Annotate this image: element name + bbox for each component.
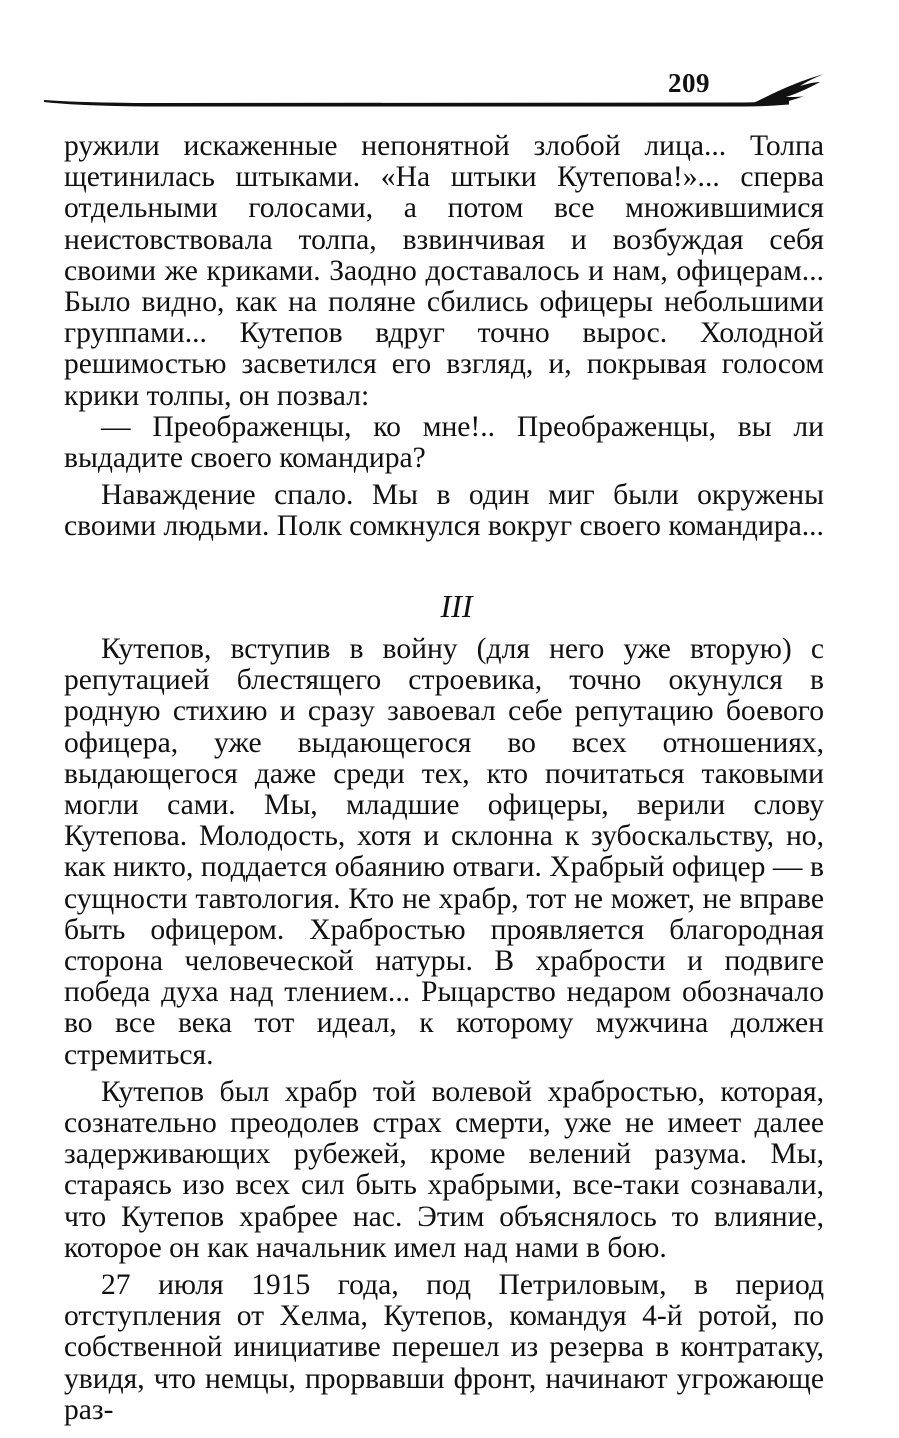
paragraph: ружили искаженные непонятной злобой лица... Толпа щетинилась штыками. «На штыки Кутепова!»... сперва отдельными голосами, а потом все множившимися неистовствовала толпа, взвинчивая и возбуждая себя своими же криками. Заодно доставалось и нам, офицерам... Было видно, как на поляне сбились офицеры небольшими группами... Кутепов вдруг точно вырос. Холодной решимостью засветился его взгляд, и, покрывая голосом крики толпы, он позвал:	[64, 130, 824, 412]
body-text-bottom	[64, 634, 824, 1426]
paragraph: — Преображенцы, ко мне!.. Преображенцы, вы ли выдадите своего командира?	[64, 410, 824, 475]
page-number: 209	[668, 68, 710, 98]
paragraph: Кутепов был храбр той волевой храбростью, которая, сознательно преодолев страх смерти, уже не имеет далее задерживающих рубежей, кроме велений разума. Мы, стараясь изо всех сил быть храбрыми, все-таки сознавали, что Кутепов храбрее нас. Этим объяснялось то влияние, которое он как начальник имел над нами в бою.	[64, 1075, 824, 1264]
quill-flourish-icon	[749, 74, 824, 105]
paragraph: 27 июля 1915 года, под Петриловым, в период отступления от Хелма, Кутепов, командуя 4-й ротой, по собственной инициативе перешел из резерва в контратаку, увидя, что немцы, прорвавши фронт, начинают угрожающе раз-	[64, 1269, 824, 1426]
paragraph: Кутепов, вступив в войну (для него уже вторую) с репутацией блестящего строевика, точно окунулся в родную стихию и сразу завоевал себе репутацию боевого офицера, уже выдающегося во всех отношениях, выдающегося даже среди тех, кто почитаться таковыми могли сами. Мы, младшие офицеры, верили слову Кутепова. Молодость, хотя и склонна к зубоскальству, но, как никто, поддается обаянию отваги. Храбрый офицер — в сущности тавтология. Кто не храбр, тот не может, не вправе быть офицером. Храбростью проявляется благородная сторона человеческой натуры. В храбрости и подвиге победа духа над тлением... Рыцарство недаром обозначало во все века тот идеал, к которому мужчина должен стремиться.	[64, 633, 824, 1071]
paragraph: Наваждение спало. Мы в один миг были окружены своими людьми. Полк сомкнулся вокруг своего командира...	[64, 479, 824, 543]
header-rule-line	[44, 99, 789, 107]
body-text-top	[64, 131, 824, 543]
page-header	[0, 0, 899, 125]
section-heading: III	[440, 588, 473, 624]
